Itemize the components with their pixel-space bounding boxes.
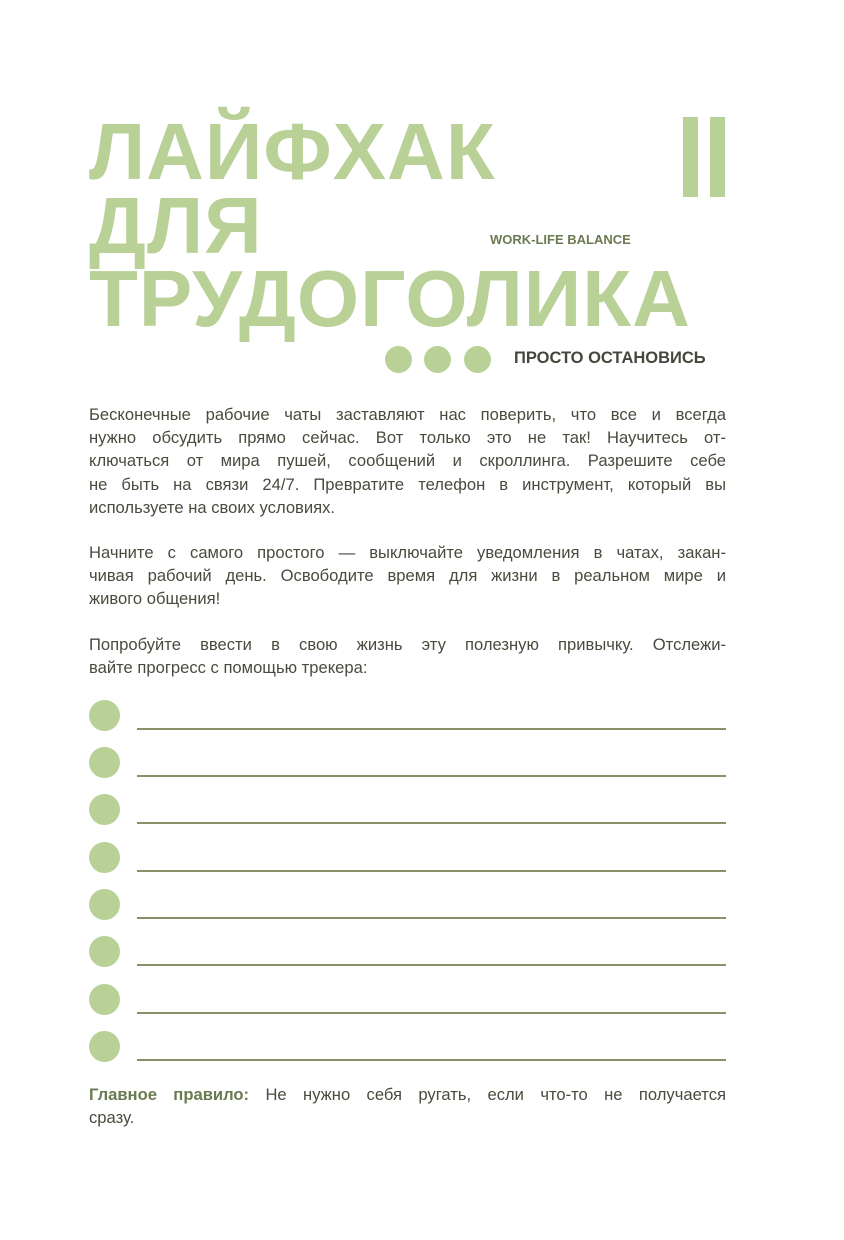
subtitle: ПРОСТО ОСТАНОВИСЬ	[514, 349, 706, 367]
text-line: ключаться от мира пушей, сообщений и скроллинга. Разрешите себе	[89, 451, 726, 471]
tracker-row	[89, 984, 726, 1016]
text-line: Бесконечные рабочие чаты заставляют нас поверить, что все и всегда	[89, 405, 726, 424]
text-line: не быть на связи 24/7. Превратите телефон в инструмент, который вы	[89, 474, 726, 494]
text-line: живого общения!	[89, 589, 221, 609]
text-line: вайте прогресс с помощью трекера:	[89, 658, 368, 678]
tracker-write-line[interactable]	[137, 1012, 726, 1014]
paragraph-tracker-intro	[89, 633, 726, 679]
rule-text: Не нужно себя ругать, если что-то не получается	[265, 1085, 726, 1104]
title-line-3: ТРУДОГОЛИКА	[89, 254, 691, 343]
tracker-row	[89, 1031, 726, 1063]
paragraph-intro	[89, 403, 726, 519]
rule-line-1	[89, 1083, 726, 1106]
title-line-1: ЛАЙФХАК	[89, 107, 496, 196]
text-line: нужно обсудить прямо сейчас. Вот только это не так! Научитесь от-	[89, 428, 726, 448]
tracker-checkbox[interactable]	[89, 700, 120, 731]
tracker-write-line[interactable]	[137, 1059, 726, 1061]
section-label: WORK-LIFE BALANCE	[490, 232, 631, 247]
decor-dot	[385, 346, 412, 373]
tracker-write-line[interactable]	[137, 917, 726, 919]
tracker-row	[89, 747, 726, 779]
text-line: используете на своих условиях.	[89, 497, 336, 517]
tracker-row	[89, 889, 726, 921]
tracker-write-line[interactable]	[137, 822, 726, 824]
tracker-checkbox[interactable]	[89, 936, 120, 967]
tracker-checkbox[interactable]	[89, 984, 120, 1015]
decor-dot	[424, 346, 451, 373]
tracker-checkbox[interactable]	[89, 1031, 120, 1062]
numeral-bar	[683, 117, 698, 197]
numeral-bar	[710, 117, 725, 197]
tracker-write-line[interactable]	[137, 964, 726, 966]
tracker-row	[89, 936, 726, 968]
text-line: чивая рабочий день. Освободите время для жизни в реальном мире и	[89, 566, 726, 586]
tracker-checkbox[interactable]	[89, 889, 120, 920]
text-line: Начните с самого простого — выключайте уведомления в чатах, закан-	[89, 543, 726, 562]
text-line: Попробуйте ввести в свою жизнь эту полезную привычку. Отслежи-	[89, 635, 726, 654]
rule-label: Главное правило:	[89, 1085, 250, 1104]
tracker-write-line[interactable]	[137, 775, 726, 777]
tracker-row	[89, 700, 726, 732]
tracker-row	[89, 794, 726, 826]
rule-line-2: сразу.	[89, 1108, 135, 1128]
tracker-checkbox[interactable]	[89, 842, 120, 873]
tracker-checkbox[interactable]	[89, 794, 120, 825]
tracker-checkbox[interactable]	[89, 747, 120, 778]
tracker-write-line[interactable]	[137, 870, 726, 872]
paragraph-start	[89, 541, 726, 611]
main-rule	[89, 1083, 726, 1129]
tracker-write-line[interactable]	[137, 728, 726, 730]
decor-dot	[464, 346, 491, 373]
tracker-row	[89, 842, 726, 874]
title-line-2: ДЛЯ	[89, 181, 263, 270]
